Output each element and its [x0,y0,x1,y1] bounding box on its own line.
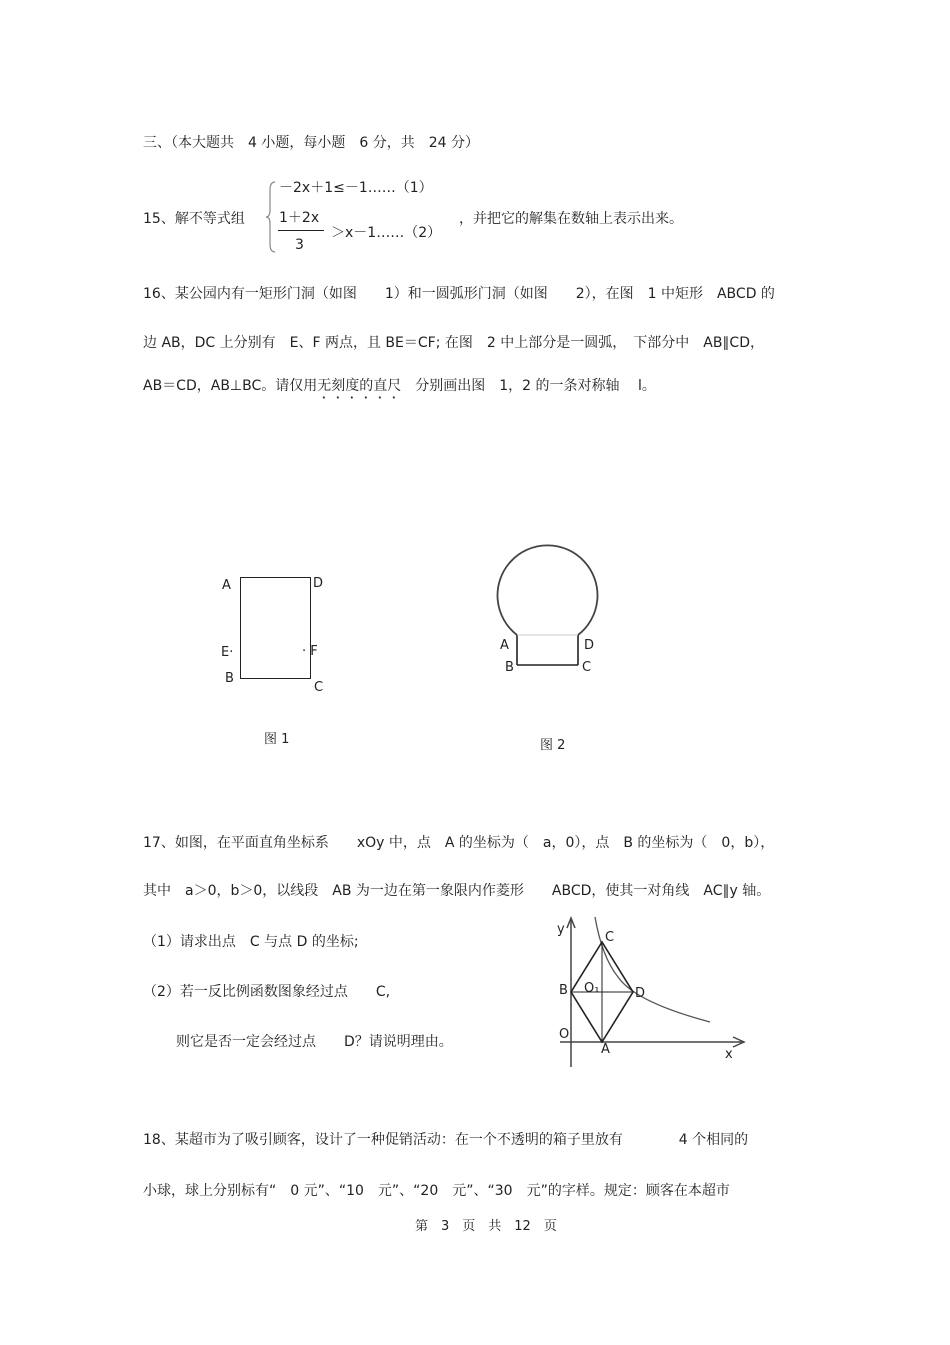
q18-line1: 18、某超市为了吸引顾客，设计了一种促销活动：在一个不透明的箱子里放有 4 个相同的 [143,1132,749,1148]
fig2-label-A: A [500,638,509,653]
fig17-label-O1: O₁ [584,981,600,996]
q18-line2: 小球，球上分别标有“ 0 元”、“10 元”、“20 元”、“30 元”的字样。规定：顾客在本超市 [143,1183,730,1199]
q15-fraction-bar [278,230,324,231]
fig2-label-D: D [584,638,595,653]
q16-line2: 边 AB，DC 上分别有 E、F 两点，且 BE＝CF; 在图 2 中上部分是一圆弧， 下部分中 AB∥CD， [143,335,764,351]
fig2-label-C: C [582,660,592,675]
fig1-caption: 图 1 [264,732,290,747]
fig17-label-C: C [605,930,615,945]
figure-1-rectangle [240,577,312,680]
fig17-label-A: A [601,1042,610,1057]
q16-line3-emphasis: 无刻度的直尺 [317,378,402,394]
q15-suffix: ，并把它的解集在数轴上表示出来。 [459,211,683,227]
fig1-label-E: E· [221,645,234,660]
q16-line3 [143,377,656,402]
q15-brace [266,180,280,254]
q17-line2: 其中 a＞0，b＞0，以线段 AB 为一边在第一象限内作菱形 ABCD，使其一对角线 AC∥y 轴。 [143,883,771,899]
fig2-caption: 图 2 [540,738,566,753]
fig1-label-C: C [314,680,324,695]
fig17-label-x: x [725,1047,733,1062]
q15-line1: －2x＋1≤－1……（1） [279,180,433,196]
fig2-label-B: B [505,660,514,675]
page-footer: 第 3 页 共 12 页 [415,1219,557,1234]
fig1-label-D: D [313,576,324,591]
q15-prefix: 15、解不等式组 [143,211,245,227]
fig1-label-F: · F [302,644,318,659]
q17-part2: （2）若一反比例函数图象经过点 C, [143,984,391,1000]
q16-line3-b: 分别画出图 1，2 的一条对称轴 l。 [401,378,656,394]
q15-line2-tail: ＞x－1……（2） [331,225,442,241]
q17-line1: 17、如图，在平面直角坐标系 xOy 中，点 A 的坐标为（ a，0），点 B 的坐标为（ 0，b）， [143,835,775,851]
fig17-label-D: D [635,986,646,1001]
q17-part1: （1）请求出点 C 与点 D 的坐标; [143,934,359,950]
fig1-label-B: B [225,671,234,686]
q15-frac-den: 3 [295,237,304,253]
q16-line1: 16、某公园内有一矩形门洞（如图 1）和一圆弧形门洞（如图 2），在图 1 中矩形 ABCD 的 [143,286,775,302]
figure-2-arch [490,540,610,675]
q16-line3-a: AB＝CD，AB⊥BC。请仅用 [143,378,318,394]
fig17-label-O: O [559,1027,570,1042]
section-heading: 三、（本大题共 4 小题，每小题 6 分，共 24 分） [143,135,479,151]
fig1-label-A: A [222,578,231,593]
fig17-label-B: B [559,983,568,998]
q17-part3: 则它是否一定会经过点 D？请说明理由。 [176,1034,453,1050]
fig17-label-y: y [557,922,565,937]
q15-frac-num: 1＋2x [279,210,320,226]
